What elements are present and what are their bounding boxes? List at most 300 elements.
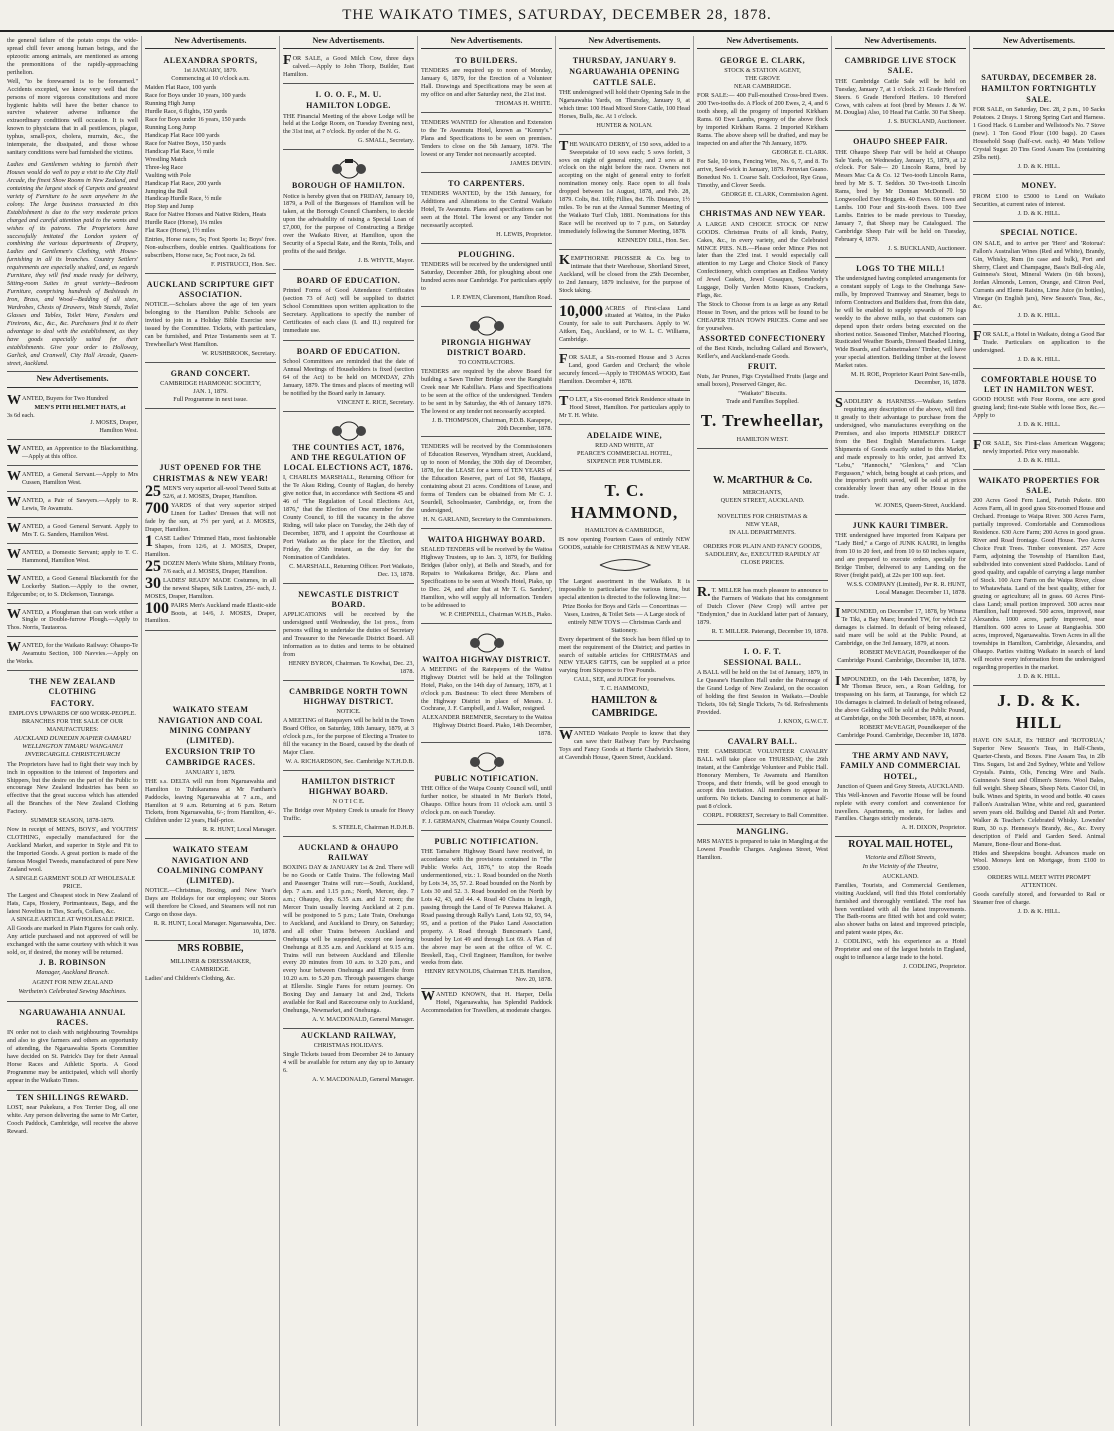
ad-title: AUCKLAND SCRIPTURE GIFT ASSOCIATION. (146, 279, 275, 300)
ad-signature: T. C. HAMMOND, (600, 685, 649, 693)
ad-title: HAMILTON LODGE. (306, 101, 391, 111)
ad-title: WAIKATO PROPERTIES FOR SALE. (978, 475, 1100, 496)
ad-wanted: WANTED, a Pair of Sawyers.—Apply to R. Lewis, Te Awamutu. (7, 494, 138, 518)
ad-title: ASSORTED CONFECTIONERY (699, 333, 826, 343)
ad-text: Single Tickets issued from December 24 to January 4 will be available for return any day up to January 6. (283, 1051, 414, 1075)
ad-text: A SINGLE GARMENT SOLD AT WHOLESALE PRICE. (9, 874, 136, 890)
ad-text: A MEETING of Ratepayers will be held in the Town Board Office, on Saturday, 18th January, 1879, at 3 o'clock p.m., for the purpose of Electing a Trustee to fill the vacancy in the Board, caused by the death of Major Clare. (283, 716, 414, 756)
ad-royal-mail-hotel (835, 839, 966, 971)
ad-text: TENDERS will be received by the undersigned until Saturday, December 28th, for ploughing about one hundred acres near Cambridge. For particulars apply to (421, 260, 552, 292)
article-text: Ladies and Gentlemen wishing to furnish their Houses would do well to pay a visit to the City Hall Arcade, the finest Show Rooms in New Zealand, and containing the largest stock of Carpets and greatest variety of Furniture to be seen anywhere in the colony. The large business transacted in this Establishment is due to the very moderate prices charged and careful attention paid to the wants and wishes of its patrons. The Proprietors have successfully imitated the London system of combining the various departments of Drapery, Ladies and Gentlemen's Clothing, with House-furnishing in all its branches. Country Settlers' requirements are especially studied, and, as regards Furniture, they will find made ready for delivery, Sitting-room Suites in great variety—Bedroom Furniture, comprising hundreds of Bedsteads in Iron, Brass, and Wood—Bedding of all sizes, Wardrobes, Chests of Drawers, Wash Stands, Toilet Glasses and Tables, Toilet Ware, Fenders and Fireirons, &c., &c., &c. Purchasers find it to their advantage to deal with the establishment, as they have goods especially suited for their establishments. Give your order to Holloway, Garlick, and Cranwell, City Hall Arcade, Queen-street, Auckland. (7, 158, 138, 372)
ad-text: 3s 6d each. (7, 411, 35, 419)
ad-text: RED AND WHITE, AT (595, 441, 654, 449)
ad-wanted: WANTED, a Domestic Servant; apply to T. C. Hammond, Hamilton West. (7, 546, 138, 570)
section-heading: New Advertisements. (145, 36, 276, 49)
ad-newcastle (283, 586, 414, 681)
column-2 (142, 36, 280, 1426)
ad-signature: ROBERT McVEAGH, Poundkeeper of the Cambridge Pound. Cambridge, December 18, 1878. (837, 724, 966, 740)
ad-text: Wertheim's Celebrated Sewing Machines. (18, 987, 127, 995)
ad-text: Victoria and Elliott Streets, (865, 854, 936, 862)
ad-army-navy-hotel (835, 747, 966, 837)
ad-waitoa-district (421, 626, 552, 744)
ad-text: A BALL will be held on the 1st of January, 1879, in Le Queane's Hamilton Hall under the Patronage of the Grand Lodge of New Zealand, on the occasion of holding the first Session in Waikato.—Double Tickets, 10s 6d; Single Tickets, 7s 6d. Refreshments Provided. (697, 669, 828, 716)
ornament-icon (595, 554, 655, 576)
ad-title: CHRISTMAS & NEW YEAR! (152, 474, 269, 484)
ad-mangling (697, 827, 828, 862)
ad-properties (973, 472, 1105, 686)
ad-text: HAMILTON & CAMBRIDGE, (585, 527, 664, 535)
ad-hamilton-district (283, 773, 414, 837)
ad-text: QUEEN STREET, AUCKLAND. (720, 497, 805, 505)
ad-title: JUST OPENED FOR THE (159, 462, 262, 472)
ad-clothing-factory (7, 673, 138, 1002)
section-heading: New Advertisements. (283, 36, 414, 49)
ad-text: IMPOUNDED, on the 14th December, 1878, by Mr Thomas Bruce, sen., a Roan Gelding, for trespassing on his farm, at Tauranga, for which £2 10s damages is claimed. In default of being released, the above Gelding will be sold at the Public Pound, at Cambridge, on the 30th December, 1878, at noon. (835, 673, 966, 723)
ad-text: IN order not to clash with neighbouring Townships and also to give farmers and others an opportunity of attending, the Ngaruawahia Sports Committee have decided on St. Patrick's Day for their Annual Horse Races and Athletic Sports. A Good Programme may be anticipated, which will shortly appear in the Waikato Times. (7, 1029, 138, 1085)
article-text: Well, "to be forewarned is to be forearmed." Accidents excepted, we know very well that the persons of more vigorous constitutions and more hygienic habits will have the better chance to survive whatever adverse influence the extraordinary conditions will occasion. It is well known to physicians that in all pestilences, plague, typhus, small-pox, cholera, murrain, &c., the intemperate, the dissipated, and those whose sanitary conditions were bad furnished the victims. (7, 77, 138, 157)
ad-signature: F. PISTRUCCI, Hon. Sec. (211, 260, 276, 268)
ad-title: ADELAIDE WINE, (586, 430, 663, 440)
ad-text: THE Ohaupo Sheep Fair will be held at Ohaupo Sale Yards, on Wednesday, January 15, 1879, at 12 o'clock. For Sale— 20 Lincoln Rams, bred by Messrs Mac Ca & Co. 12 Two-tooth Lincoln Rams, bred by Mr S. T. Seddon. 30 Two-tooth Lincoln Rams, bred by Mr Donnan McDonnell. 50 Longwoolled Ewe Hoggetts. 40 Ewes. 60 Ewes and Lambs. 100 Four and Six-tooth Ewes. 100 Ewe Lambs. Entries to be made previous to Tuesday, January 7, that Sheep may be Catalogued. The Cambridge Sheep Fair will be held on Tuesday, February 4, 1879. (835, 148, 966, 243)
ad-helmets (7, 391, 138, 441)
ad-text: MRS MAYES is prepared to take in Mangling at the Lowest Possible Charges. Anglesea Street, West Hamilton. (697, 838, 828, 862)
ad-text: Entries, Horse races, 5s; Foot Sports 1s; Boys' free. Non-subscribers, double entries. Qualifications for subscribers, Horse race, 5s; Foot race, 2s 6d. (145, 236, 276, 260)
ad-title: JUNK KAURI TIMBER. (852, 521, 949, 531)
ad-signature: R. R. HUNT, Local Manager. (202, 826, 276, 834)
ad-text: of the Best Kinds, including Callard and Bowser's, Keiller's, and Auckland-made Goods. (697, 345, 828, 360)
ad-education-2 (283, 343, 414, 412)
ad-signature: J. D. & K. HILL. (1017, 312, 1061, 320)
ad-text: The undersigned having completed arrangements for a constant supply of Logs to the Onehunga Saw-mills, by Improved Tramway and Steamer, begs to inform Contractors and Builders that, from this date, he will be enabled to supply upwards of 70 logs weekly to the above mills, so that customers can depend upon their orders being executed on the shortest notice. Seasoned Timber, Matched Flooring, Rusticated Weather Boards, Dressed Beaded Lining, Wide Boards, and Cabinetmakers' Timber, will have your special attention. Building timber at the lowest Market rates. (835, 274, 966, 370)
ad-text: WANTED, Buyers for Two Hundred (7, 392, 108, 408)
ad-text: Printed Forms of Good Attendance Certificates (section 73 of Act) will be supplied to district School Committees upon written application to the Secretary. Applications to specify the number of Certificates of each class (I. and II.) required for immediate use. (283, 287, 414, 334)
ad-title: T. C. HAMMOND, (570, 480, 679, 522)
ad-text: IN ALL DEPARTMENTS. (729, 529, 796, 537)
ad-text: SEALED TENDERS will be received by the Waitoa Highway Trustees, up to Jan. 3, 1879, for Building Bridges (labor only), at Bells and Stead's, and for Repairs to Waikakarea Bridge, &c. Plans and Specifications to be seen at Wood's Hotel, Piako, up to Dec. 24, and after that at Mr T. G. Sanders', Hamilton, who will supply all information. Tenders to be addressed to (421, 546, 552, 609)
ad-carpenters (421, 175, 552, 244)
ad-text: CHRISTMAS HOLIDAYS. (313, 1042, 384, 1050)
ad-signature: THOMAS H. WHITE. (495, 100, 552, 108)
ad-title: SESSIONAL BALL. (723, 657, 802, 667)
ad-title: HAMILTON & CAMBRIDGE. (591, 695, 658, 720)
ad-signature: JAMES DEVIN. (510, 159, 552, 167)
ad-kauri-timber (835, 517, 966, 602)
ad-signature: J. B. WHYTE, Mayor. (358, 257, 414, 264)
ad-title: NGARUAWAHIA ANNUAL RACES. (19, 1007, 126, 1028)
ad-signature: HENRY BYRON, Chairman. Te Kowhai, Dec. 23, 1878. (288, 659, 414, 675)
ad-text: TENDERS are required by the above Board for building a Sawn Timber Bridge over the Rangitahi Creek near Mr Kabillia's. Plans and Specifications to be seen at the office of the undersigned. Tenders to be sent in by Saturday, the 4th of January 1879. The lowest or any tender not necessarily accepted. (421, 367, 552, 415)
column-7 (832, 36, 970, 1426)
ad-signature: J. S. BUCKLAND, Auctioneer. (888, 118, 966, 126)
ad-title: THURSDAY, JANUARY 9. (572, 56, 677, 66)
ad-title: SPECIAL NOTICE. (1000, 228, 1078, 238)
ad-title: BOARD OF EDUCATION. (296, 346, 401, 356)
ad-text: Notice is hereby given that on FRIDAY, January 10, 1879, a Poll of the Burgesses of Hamilton will be taken, at the Borough Council Chambers, to decide upon the advisability of raising a Special Loan of £7,000, for the purpose of Constructing a Bridge over the Waikato River, at Hamilton, upon the Security of a Special Rate, and the Rents, Tolls, and profits of the said Bridge. (283, 192, 414, 256)
ad-title: HAMILTON DISTRICT HIGHWAY BOARD. (301, 776, 396, 796)
ad-signature: J. D. & K. HILL. (1017, 421, 1061, 429)
ad-signature: ROBERT McVEAGH, Poundkeeper of the Cambridge Pound. Cambridge, December 18, 1878. (837, 648, 966, 664)
ad-impounded-2 (835, 672, 966, 746)
ad-text: TENDERS WANTED, by the 15th January, for Additions and Alterations to the Central Waikato Hotel, Te Awamutu. Plans and specifications can be seen at the Hotel. The lowest or any Tender not necessarily accepted. (421, 190, 552, 229)
ad-text: THE s.s. DELTA will run from Ngaruawahia and Hamilton to Tuhikaramea at Mr Fantham's Paddocks, leaving Ngaruawahia at 7 a.m., and Hamilton at 9 a.m. Returning at 6 p.m. Return Tickets, from Ngaruawahia, 6/-; from Hamilton, 4/-. Children under 12 years, Half-price. (145, 777, 276, 825)
ad-text: NOVELTIES FOR CHRISTMAS & (717, 513, 808, 521)
ad-signature: G. SMALL, Secretary. (357, 137, 414, 145)
ad-text: N O T I C E. (332, 798, 365, 806)
ad-wanted: WANTED, a Good General Blacksmith for the Lockerby Station.—Apply to the owner, Edgecumbe; or, to S. Dickenson, Tauranga. (7, 572, 138, 604)
section-heading: New Advertisements. (697, 36, 828, 49)
ad-hotel-sale (973, 327, 1105, 369)
ad-cow: FOR SALE, a Good Milch Cow, three days calved.—Apply to John Thorp, Builder, East Hamilton. (283, 52, 414, 84)
ad-robbie (145, 943, 276, 983)
ad-waitoa-board (421, 531, 552, 624)
ad-title: WAIKATO STEAM NAVIGATION AND COAL MINING COMPANY (LIMITED). (158, 705, 263, 746)
ad-title: EXCURSION TRIP TO CAMBRIDGE RACES. (165, 747, 256, 767)
ad-text: AGENT FOR NEW ZEALAND (32, 978, 113, 986)
ad-title: MRS ROBBIE, (177, 942, 244, 954)
ad-text: Full Programme in next issue. (173, 396, 248, 404)
ad-title: SATURDAY, DECEMBER 28. (981, 73, 1097, 83)
ad-title: AUCKLAND RAILWAY, (300, 1030, 397, 1040)
ad-saddlery (835, 394, 966, 515)
ad-signature: W. P. CHEPNELL, Chairman W.H.B., Piako. (439, 610, 552, 618)
ad-text: ORDERS FOR PLAIN AND FANCY GOODS, SADDLERY, &c, EXECUTED RAPIDLY AT CLOSE PRICES. (703, 543, 822, 566)
ad-races (7, 1004, 138, 1091)
ad-text: In the Vicinity of the Theatre, (862, 863, 939, 871)
ad-text: SADDLERY & HARNESS.—Waikato Settlers requiring any description of the above, will find it greatly to their advantage to purchase from the undersigned, who manufactures everything on the Premises, and also imports HIMSELF DIRECT from the Best English Manufacturers. Large Shipments of Goods exactly suited to this Market, and made expressly to his order, just arrived Ex "Lebu," "Hannochi," "Glenlora," and "Clan Fergusson," which, being bought at cash prices, and the importer's profit saved, will be sold at prices considerably lower than any other House in the trade. (835, 396, 966, 501)
ad-title: THE ARMY AND NAVY, FAMILY AND COMMERCIAL HOTEL, (840, 751, 961, 781)
ad-text: NOTICE.—Scholars above the age of ten years belonging to the Hamilton Public Schools are invited to join in a Holiday Bible Exercise now issued by the Committee. Tickets, with particulars, can be furnished, and Prize Testaments seen at T. Trewheellar's West Hamilton. (145, 301, 276, 349)
ad-text: THE Cambridge Cattle Sale will be held on Tuesday, January 7, at 1 o'clock. 21 Grade Hereford Steers. 6 Grade Hereford Heifers. 10 Hereford Cows, with calves at foot (bred by Messrs J. & W. M. Douglas) Also, 10 Head Fat Cattle. 30 Fat Sheep. (835, 77, 966, 117)
ad-title: PUBLIC NOTIFICATION. (434, 774, 539, 784)
section-heading: New Advertisements. (835, 36, 966, 49)
ad-derby (559, 137, 690, 250)
ad-adelaide-wine (559, 427, 690, 471)
ad-title: BOARD OF EDUCATION. (296, 275, 401, 285)
ad-text: All Goods are marked in Plain Figures for cash only. Any article purchased and not approved of will be exchanged with the same courtesy with which it was sold, or, if desired, the money will be returned. (7, 925, 138, 957)
ad-wanted: WANTED, a General Servant.—Apply to Mrs Cussen, Hamilton West. (7, 468, 138, 492)
ad-clark (697, 52, 828, 203)
section-heading: New Advertisements. (421, 36, 552, 49)
ad-title: ALEXANDRA SPORTS, (163, 56, 258, 66)
columns (4, 36, 1110, 1426)
ad-text: TENDERS will be received by the Commissioners of Education Reserves, Wyndham street, Auckland, up to noon of Monday, the 30th day of December, 1878, for the LEASE for a term of TEN YEARS of the Education Reserve, part of Lot 98, Hautapu, containing about 21 acres. Conditions of Lease, and forms of Tenders can be obtained from Mr C. J. Sourdell, Schoolmaster, Cambridge, or, from the undersigned, (421, 443, 552, 514)
ad-signature: R. R. HUNT, Local Manager. Ngaruawahia, Dec. 10, 1878. (153, 919, 276, 935)
ad-text: A SINGLE ARTICLE AT WHOLESALE PRICE. (10, 916, 135, 924)
ad-text: Hides and Sheepskins bought. Advances made on Wool. Moneys lent on Mortgage, from £100 to £5000. (973, 849, 1105, 873)
ad-text: I, CHARLES MARSHALL, Returning Officer for the Te Akau Riding, County of Raglan, do hereby give notice that, in accordance with Sections 45 and 46 of "The Regulation of Local Elections Act, 1876," that the Election of One member for the County Council, to fill the vacancy in the above Riding, will take place on Tuesday, the 24th day of December, 1878, and I appoint the Courthouse at Port Waikato as the place for the Election, and Friday, the 20th instant, as the day for the Nomination of Candidates. (283, 474, 414, 561)
ad-text: 1st JANUARY, 1879. (183, 67, 238, 75)
ad-concert (145, 365, 276, 409)
ad-title: WAITOA HIGHWAY DISTRICT. (422, 654, 551, 664)
ad-signature: GEORGE E. CLARK, Commission Agent. (721, 190, 828, 198)
ad-public-2 (421, 833, 552, 989)
ad-text: MERCHANTS, (742, 489, 783, 497)
item: 25 DOZEN Men's White Shirts, Military Fronts, 7/6 each, at J. MOSES, Draper, Hamilton. (145, 557, 276, 575)
ad-title: FACTORY. (50, 698, 95, 708)
ad-text: The Bridge over Mystery Creek is unsafe for Heavy Traffic. (283, 806, 414, 822)
ad-alexandra-sports (145, 52, 276, 274)
ad-title: COMFORTABLE HOUSE TO LET IN HAMILTON WEST. (981, 374, 1097, 395)
ad-signature: H. N. GARLAND, Secretary to the Commissioners. (423, 515, 552, 523)
ad-title: NGARUAWAHIA OPENING CATTLE SALE. (569, 67, 680, 87)
ad-cambridge-live-stock (835, 52, 966, 131)
ad-acres: 10,000 ACRES of First-class Land situated at Waitoa, in the Piako County, for sale to suit Purchasers. Apply to W. Aitken, Esq., Auckland, or to W. L. C. Williams, Cambridge. (559, 302, 690, 350)
ad-text: THE Office of the Waipa County Council will, until further notice, be situated in Mr Burke's Hotel, Ohaupo. Office hours from 11 o'clock a.m. until 3 o'clock p.m. on each Tuesday. (421, 785, 552, 817)
ad-text: TENDERS WANTED for Alteration and Extension to the Te Awamutu Hotel, known as "Konny's." Plans and Specifications to be seen on premises. Tenders to close on the 5th January, 1879. The lowest or any Tender not necessarily accepted. (421, 119, 552, 158)
ad-signature: J. KNOX, G.W.C.T. (778, 717, 828, 725)
ad-text: FOR SALE, on Saturday, Dec. 28, 2 p.m., 10 Sacks Potatoes. 2 Drays. 1 Strong Spring Cart and Harness. 1 Good Hack. 6 Lumber and Wellstood's No. 7 Stove (new). 1 Ton Good Flour (100 bags). 20 Cases Household Soap (half-cwt. each). 40 Mats Yellow Crystal Sugar. 20 Tins Good Assam Tea (containing 25lbs nett). (973, 105, 1105, 161)
ad-moses (145, 459, 276, 631)
ad-text: THE undersigned will hold their Opening Sale in the Ngaruawahia Yards, on Thursday, January 9, at which time: 100 Head Mixed Store Cattle, 100 Head Horses, Bulls, &c. At 1 o'clock. (559, 88, 690, 120)
ad-title: GRAND CONCERT. (170, 368, 251, 378)
item: 1 CASE Ladies' Trimmed Hats, most fashionable Shapes, from 12/6, at J. MOSES, Draper, Hamilton. (145, 533, 276, 558)
ad-konny (421, 115, 552, 173)
coat-of-arms-icon (457, 750, 517, 772)
ad-title: ROYAL MAIL HOTEL, (848, 839, 953, 851)
ad-reward (7, 1093, 138, 1136)
ad-title: PUBLIC NOTIFICATION. (434, 837, 539, 847)
ad-text: The Proprietors have had to fight their way inch by inch in opposition to the interest of Importers and Shippers, but the desire on the part of the Public to encourage New Zealand Industries has been so effective that the great success which has attended all the Branches of the New Zealand Clothing Factory. (7, 760, 138, 816)
ad-fortnightly-sale (973, 52, 1105, 175)
ad-text: SIXPENCE PER TUMBLER. (586, 457, 662, 465)
ad-title: W. McARTHUR & Co. (713, 474, 812, 486)
ad-signature: HENRY REYNOLDS, Chairman T.H.B. Hamilton, Nov. 20, 1878. (424, 968, 552, 984)
ad-cavalry-ball (697, 733, 828, 826)
ad-signature: J. D. & K. HILL. (1017, 162, 1061, 170)
ad-signature: R. T. MILLER. Paterangi, December 19, 1878. (711, 627, 828, 635)
ad-text: TO CONTRACTORS. (458, 359, 515, 367)
ad-signature: M. H. ROE, Proprietor Kauri Point Saw-mills, December, 16, 1878. (850, 371, 966, 387)
ad-signature: J. B. THOMPSON, Chairman, P.D.B. Karapepe, 20th December, 1878. (431, 416, 552, 432)
ad-text: MILLINER & DRESSMAKER, (170, 957, 251, 965)
ad-text: A LARGE AND CHOICE STOCK OF NEW GOODS. Christmas Fruits of all kinds, Pastry, Cakes, &c., in every variety, and the Celebrated MINCE PIES. N.B.—Please order Mince Pies not later than the 23rd inst. I would especially call attention to my Large and Choice Stock of Fancy Confectionery, which comprises an Endless Variety of Jewel Caskets, Jewel Cosaques, Somebody's Luggage, Dolly Varden Motto Kisses, Crackers, Flags, &c. (697, 220, 828, 300)
ad-hill (973, 690, 1105, 916)
masthead (0, 0, 1114, 32)
ad-signature: GEORGE E. CLARK. (771, 148, 828, 156)
section-heading: New Advertisements. (7, 374, 138, 387)
ad-signature: W. RUSHBROOK, Secretary. (201, 350, 276, 357)
ad-borough (283, 152, 414, 270)
ad-text: THE Financial Meeting of the above Lodge will be held at the Lodge Room, on Tuesday Evening next, the 31st inst, at 7 o'clock. By order of the N. G. (283, 112, 414, 136)
ad-text: THE CAMBRIDGE VOLUNTEER CAVALRY BALL will take place on THURSDAY, the 26th instant, at the Cambridge Volunteer and Public Hall. Honorary Members, Te Awamutu and Hamilton Troops, and their friends, will be good enough to accept this invitation. All members to appear in uniform. No tickets. Dancing to commence at half-past 8 o'clock. (697, 747, 828, 811)
ad-steam-holidays (145, 841, 276, 941)
item: 100 PAIRS Men's Auckland made Elastic-side Boots, at 14/6, J. MOSES, Draper, Hamilton. (145, 599, 276, 625)
ad-education-1 (283, 272, 414, 341)
ad-text: Trade and Families Supplied. (726, 397, 799, 405)
ad-title: MANGLING. (736, 827, 789, 837)
ad-title: J. D. & K. HILL (997, 690, 1081, 732)
ad-title: TO BUILDERS. (455, 56, 518, 66)
ad-text: NEAR CAMBRIDGE. (733, 83, 792, 91)
ad-counties-act (283, 414, 414, 584)
ad-text: Ladies' and Children's Clothing, &c. (145, 974, 236, 982)
ad-text: JAN. 1, 1879. (193, 388, 228, 396)
ad-text: EMPLOYS UPWARDS OF 600 WORK-PEOPLE. (9, 709, 136, 717)
column-6 (694, 36, 832, 1426)
ad-signature: KENNEDY DILL, Hon. Sec. (617, 236, 690, 244)
ad-text: The Largest assortment in the Waikato. It is impossible to particularise the various items, but special attention is directed to the following line:— (559, 578, 690, 601)
ad-text: The Largest and Cheapest stock in New Zealand of Hats, Caps, Hosiery, Portmanteaux, Bags, and the latest Novelties in Ties, Scarfs, Collars, &c. (7, 891, 138, 915)
ad-text: IMPOUNDED, on December 17, 1878, by Wirana Te Tiki, a Bay Mare; branded TW, for which £2 damages is claimed. In default of being released, said mare will be sold at the Public Pound, at Cambridge, on the 3rd January, 1879, at noon. (835, 605, 966, 647)
ad-text: FOR SALE, a Hotel in Waikato, doing a Good Bar Trade. Particulars on application to the undersigned. (973, 329, 1105, 354)
column-5 (556, 36, 694, 1426)
ad-title: TO CARPENTERS. (448, 178, 525, 188)
ad-text: ON SALE, and to arrive per 'Hero' and 'Rotorua': Fallon's Australian Wines (Red and White), Brandy, Gin, Whisky, Rum (in case and bulk), Port and Sherry, Claret and Champagne, Bass's Bull-dog Ale, Guinness's Stout, Mineral Waters (in 6th boxes), Jordan Almonds, Lemon, Orange, and Citron Peel, Currants and Eleme Raisins, Lime Juice (in bottles), Vinegar (in English jars), New Season's Teas, &c., &c. (973, 239, 1105, 311)
ad-text: THE WAIKATO DERBY, of 150 sovs, added to a Sweepstake of 10 sovs each; 5 sovs forfeit, 3 sovs on night of general entry, and 2 sovs at 8 o'clock on the night before the race. Owners not accepting on the night of general entry to forfeit nomination money only. Race open to all foals dropped between 1st August, 1878, and Feb. 28, 1879. Colts, 8st. 10lb; Fillies, 8st. 7lb. Distance, 1½ miles. To be run at the Annual Summer Meeting of the Waikato Turf Club, 1881. Nominations for this Race will be received up to 7 p.m., on Saturday immediately following the Summer Meeting, 1878. (559, 138, 690, 235)
ad-text: Now in receipt of MEN'S, BOYS', and YOUTHS' CLOTHING, especially manufactured for the Auckland Market, and superior in Style and Fit to the Imported Goods. A great portion is made of the famous Mosgiel Tweeds, manufactured of pure New Zealand wool. (7, 826, 138, 873)
ad-text: Goods carefully stored, and forwarded to Rail or Steamer free of charge. (973, 891, 1105, 907)
ad-text: Families, Tourists, and Commercial Gentlemen, visiting Auckland, will find this Hotel comfortably furnished and thoroughly ventilated. The roof has been ventilated with all the latest improvements. The Bath-rooms are fitted with hot and cold water; also shower baths on latest and improved principle, and patent waste pipes, &c. (835, 881, 966, 937)
ad-wanted: WANTED, a Ploughman that can work either a Single or Double-furrow Plough.—Apply to Thos. Norris, Tautaoroa. (7, 606, 138, 638)
ad-text: JANUARY 1, 1879. (185, 768, 236, 776)
ad-text: IS now opening Fourteen Cases of entirely NEW GOODS, suitable for CHRISTMAS & NEW YEAR. (559, 536, 690, 552)
ad-signature: J. S. BUCKLAND, Auctioneer. (888, 244, 966, 252)
ad-text: The Stock to Choose from is as large as any Retail House in Town, and the prices will be found to be CHEAPER THAN TOWN PRICES. Come and see for yourselves. (697, 301, 828, 332)
coat-of-arms-icon (457, 631, 517, 653)
ad-text: Manager, Auckland Branch. (35, 969, 110, 977)
ad-title: CHRISTMAS AND NEW YEAR. (699, 209, 826, 219)
ad-wanted: WANTED, a Good General Servant. Apply to Mrs T. G. Sanders, Hamilton West. (7, 520, 138, 544)
moses-items (145, 485, 276, 625)
ad-ploughing (421, 246, 552, 307)
ad-house-to-let (973, 371, 1105, 434)
ad-text: HAMILTON WEST. (736, 435, 789, 443)
ad-farm: FOR SALE, a Six-roomed House and 3 Acres Land, good Garden and Orchard; the whole securely fenced.—Apply to THOMAS WOOD, East Hamilton. December 4, 1878. (559, 351, 690, 391)
ad-text: 200 Acres Good Fern Land, Parish Pukete. 800 Acres Farm, all in good grass Six-roomed House and Orchard. Frontage to Waipa River. 300 Acres Farm, partially improved. Comfortable and Commodious Residence. 630 Acre Farm; 200 Acres in good grass. River and Road frontage. Good House. Two Acres Choice Fruit Trees. Timber convenient. 257 Acre Farm, adjoining the Township of Hamilton East, subdivided into convenient sized Paddocks. Land of good quality, and capable of carrying a large number of Stock. 100 Acre Farm on the Waipa River, close to Whatawhata. Land of the best quality, either for grazing or agriculture; all in grass. 60 Acres First-class Land; small portion improved. 300 acres near Hamilton, half improved. 500 acres, improved, near Alexandra. 1000 acres, partly improved, near Hamilton. 600 acres to Lease at Rangiaohia. 300 acres, improved, Ngaruawahia. Town Acres in all the townships in Hamilton, Cambridge, Alexandra, and Ohaupo. Parties visiting Waikato in search of land will receive every information from the undersigned regarding properties in the market. (973, 497, 1105, 672)
ad-title: WAITOA HIGHWAY BOARD. (427, 534, 546, 544)
ad-signature: W. A. RICHARDSON, Sec. Cambridge N.T.H.D.B. (285, 757, 414, 765)
ad-public-1 (421, 745, 552, 831)
ad-mcarthur (697, 451, 828, 581)
ad-steam-excursion (145, 701, 276, 839)
ad-money (973, 177, 1105, 222)
ad-special-notice (973, 224, 1105, 325)
ad-text: Prize Books for Boys and Girls — Concertinas — Vases, Lustres, & Toilet Sets — A Large stock of entirely NEW TOYS — Christmas Cards and Stationery. (562, 602, 687, 634)
ad-title: T. Trewheellar, (700, 410, 825, 430)
ad-signature: W. JONES, Queen-Street, Auckland. (874, 502, 966, 510)
ad-text: MEN'S PITH HELMET HATS, at (34, 403, 126, 411)
ad-text: TENDERS are required up to noon of Monday, January 6, 1879, for the Erection of a Volunteer Hall. Drawings and Specifications may be seen at my office on and after Saturday next, the 21st inst. (421, 67, 552, 99)
ad-miller (697, 583, 828, 641)
ad-kempthorne: KEMPTHORNE PROSSER & Co. beg to intimate that their Warehouse, Shortland Street, Auckland, will be closed from the 25th December, to 2nd January, 1879 inclusive, for the purpose of Stock taking. (559, 252, 690, 300)
ad-signature: J. D. & K. HILL. (1017, 672, 1061, 680)
ad-title: LOGS TO THE MILL! (856, 263, 945, 273)
ad-text: LOST, near Pukekura, a Fox Terrier Dog, all one white. Any person delivering the same to Mr Carter, Cooch Paddock, Cambridge, will receive the above Reward. (7, 1104, 138, 1135)
ad-text: This Well-known and Favorite House will be found replete with every comfort and convenience for travellers. Apartments, en suite, for ladies and Families. Charges strictly moderate. (835, 791, 966, 823)
ad-text: Junction of Queen and Grey Streets, AUCKLAND. (836, 782, 965, 790)
item: 700 YARDS of that very superior striped Linen for Ladies' Dresses that will not fade by the sun, at 7½ per yard, at J. MOSES, Draper, Hamilton. (145, 500, 276, 534)
article-text: the general failure of the potato crops the wide-spread chill fever among human beings, and the epizootic among animals, are mentioned as among the premonitions of the rapidly-approaching perihelion. (7, 37, 138, 76)
ad-text: School Committees are reminded that the date of Annual Meetings of Householders is fixed (section 64 of the Act) to be held on MONDAY, 27th January, 1879. The times and places of meeting will be notified by the Board early in January. (283, 358, 414, 397)
ad-text: THE GROVE (745, 75, 780, 83)
ad-hammond (559, 473, 690, 728)
ad-text: CALL, SEE, and JUDGE for yourselves. (573, 676, 676, 684)
ad-railway-2 (283, 1031, 414, 1084)
coat-of-arms-icon (319, 419, 379, 441)
ad-scripture (145, 276, 276, 363)
ad-signature: A. V. MACDONALD, General Manager. (312, 1016, 414, 1024)
ad-signature: A. H. DIXON, Proprietor. (901, 824, 966, 832)
ad-waggons (973, 436, 1105, 470)
ad-text: A MEETING of the Ratepayers of the Waitoa Highway District will be held at the Tollington Hotel, Piako, on the 14th day of January, 1879, at 1 o'clock p.m. Business: To elect three Members of the Highway District in place of Messrs. J. Cochrane, J. F. Campbell, and J. Walker, resigned. (421, 665, 552, 713)
ad-text: Every department of the Stock has been filled up to meet the requirement of the District; and parties in search of suitable articles for CHRISTMAS and NEW YEAR'S GIFTS, can be supplied at a price varying from Sixpence to Five Pounds. (559, 635, 690, 675)
ad-text: "Waikato" Biscuits. (738, 390, 787, 398)
ad-title: BOROUGH OF HAMILTON. (291, 181, 406, 191)
ad-text: FROM £100 to £5000 to Lend on Waikato Securities, at current rates of interest. (973, 192, 1105, 208)
ad-text: PEARCE'S COMMERCIAL HOTEL, (577, 449, 672, 457)
ad-signature: J. B. ROBINSON (38, 958, 106, 968)
ad-wanted: WANTED, for the Waikato Railway: Ohaupo-Te Awamutu Section, 100 Navvies.—Apply on the Works. (7, 639, 138, 671)
ad-wanted-known: WANTED KNOWN, that H. Harper, Della Hotel, Ngaruawahia, has Splendid Paddock Accommodation for Travellers, at moderate charges. (421, 989, 552, 1015)
ad-title: HAMILTON FORTNIGHTLY SALE. (981, 84, 1097, 104)
ad-title: CAMBRIDGE NORTH TOWN HIGHWAY DISTRICT. (289, 686, 408, 706)
ad-ohaupo-sheep-fair (835, 133, 966, 257)
ad-title: THE NEW ZEALAND CLOTHING (29, 677, 116, 697)
ad-text: J. CODLING, with his experience as a Hotel Proprietor and one of the largest hotels in England, ought to influence a large trade to the hotel. (835, 938, 966, 962)
ad-oddfellows (283, 86, 414, 150)
ad-title: WAIKATO STEAM NAVIGATION AND COALMINING COMPANY (LIMITED). (157, 845, 264, 885)
ad-sessional-ball (697, 643, 828, 731)
ad-text: AUCKLAND. (882, 872, 919, 880)
ad-signature: HUNTER & NOLAN. (596, 121, 653, 129)
ad-signature: A. V. MACDONALD, General Manager. (312, 1075, 414, 1083)
ad-title: PLOUGHING. (458, 249, 515, 259)
ad-signature: VINCENT E. RICE, Secretary. (336, 398, 414, 406)
coat-of-arms-icon (457, 314, 517, 336)
ad-text: BRANCHES FOR THE SALE OF OUR MANUFACTURES: (21, 717, 124, 733)
masthead-title: THE WAIKATO TIMES, SATURDAY, DECEMBER 28, 1878. (342, 7, 772, 23)
ad-wanted-people: WANTED Waikato People to know that they can save their Railway Fare by Purchasing Toys and Fancy Goods at Harrie Chadwick's Store, at Cavendish House, Queen Street, Auckland. (559, 727, 690, 761)
ad-text: For Sale, 10 tons, Fencing Wire, No. 6, 7, and 8. To arrive, Seed-wick in January, 1879. Peruvian Guano. Bonedust No. 1. Coarse Salt. Cocksfoot, Rye Grass, Timothy, and Clover Seeds. (697, 157, 828, 189)
ad-signature: W.S.S. COMPANY (Limited), Per R. R. HUNT, Local Manager. December 11, 1878. (846, 581, 966, 597)
ad-text: NEW YEAR, (745, 521, 780, 529)
ad-text: SUMMER SEASON, 1878-1879. (30, 817, 115, 825)
ad-signature: J. D. & K. HILL. (1017, 355, 1061, 363)
ad-signature: J. D. & K. HILL. (1017, 209, 1061, 217)
ad-text: STOCK & STATION AGENT, (724, 67, 801, 75)
ad-text: Maiden Flat Race, 100 yards Race for Boys under 10 years, 100 yards Running High Jump Hurdle Race, 6 flights, 150 yards Race for Boys under 16 years, 150 yards Running Long Jump Handicap Flat Race 100 yards Race for Native Boys, 150 yards Handicap Flat Race, ½ mile Wrestling Match Three-leg Race Vaulting with Pole Handicap Flat Race, 200 yards Jumping the Bull Handicap Hurdle Race, ½ mile Hop Step and Jump Race for Native Horses and Native Riders, Heats Hurdle Race (Horse), 1¼ miles Flat Race (Horse), 1½ miles (145, 84, 267, 235)
ad-signature: S. STEELE, Chairman H.D.H.B. (332, 823, 414, 831)
section-heading: New Advertisements. (559, 36, 690, 49)
ad-text: THE undersigned have imported from Kaipara per "Lady Bird," a Cargo of JUNK KAURI, in lengths from 10 to 20 feet, and from 10 to 60 inches square, and are prepared to execute orders, specially for Bridge Timber, delivered to any Landing on the River (freight paid), at 22s per 100 sup. feet. (835, 532, 966, 580)
ad-signature: H. LEWIS, Proprietor. (496, 230, 552, 238)
ad-builders (421, 52, 552, 113)
ad-text: CAMBRIDGE. (191, 965, 230, 973)
ad-text: ORDERS WILL MEET WITH PROMPT ATTENTION. (987, 874, 1091, 890)
ad-title: MONEY. (1021, 181, 1057, 191)
ad-signature: I. P. EWEN, Claremont, Hamilton Road. (451, 293, 552, 301)
column-8 (970, 36, 1108, 1426)
ad-title: CAMBRIDGE LIVE STOCK SALE. (844, 56, 957, 76)
ad-signature: J. D. & K. HILL. (1017, 456, 1061, 464)
ad-title: OHAUPO SHEEP FAIR. (853, 137, 948, 147)
ad-text: NOTICE.—Christmas, Boxing, and New Year's Days are Holidays for our employees; our Stores will therefore be Closed, and Steamers will not run Cargo on those days. (145, 887, 276, 919)
ad-cattle-sale (559, 52, 690, 134)
ad-signature: ALEXANDER BREMNER, Secretary to the Waitoa Highway District Board. Piako, 14th December, 1878. (422, 714, 552, 738)
ad-impounded-1 (835, 604, 966, 670)
ad-signature: Hamilton West. (99, 427, 138, 435)
ad-text: NOTICE. (336, 707, 361, 715)
ad-signature: J. D. & K. HILL. (1017, 908, 1061, 916)
ad-text: R.T. MILLER has much pleasure to announce to the Farmers of Waikato that his consignment of Dutch Clover (New Crop) will arrive per "Endymion," due in Auckland latter part of January, 1879. (697, 584, 828, 626)
item: 30 LADIES' READY MADE Costumes, in all the newest Shapes, Silk Lustres, 25/- each, J. MOSES, Draper, Hamilton. (145, 574, 276, 600)
ad-signature: J. CODLING, Proprietor. (903, 963, 966, 971)
ad-christmas (697, 205, 828, 448)
ad-cambridge-north (283, 683, 414, 771)
ad-pirongia (421, 309, 552, 438)
ad-title: AUCKLAND & OHAUPO RAILWAY (298, 842, 399, 862)
ad-signature: C. MARSHALL, Returning Officer. Port Waikato, Dec. 13, 1878. (289, 562, 414, 578)
